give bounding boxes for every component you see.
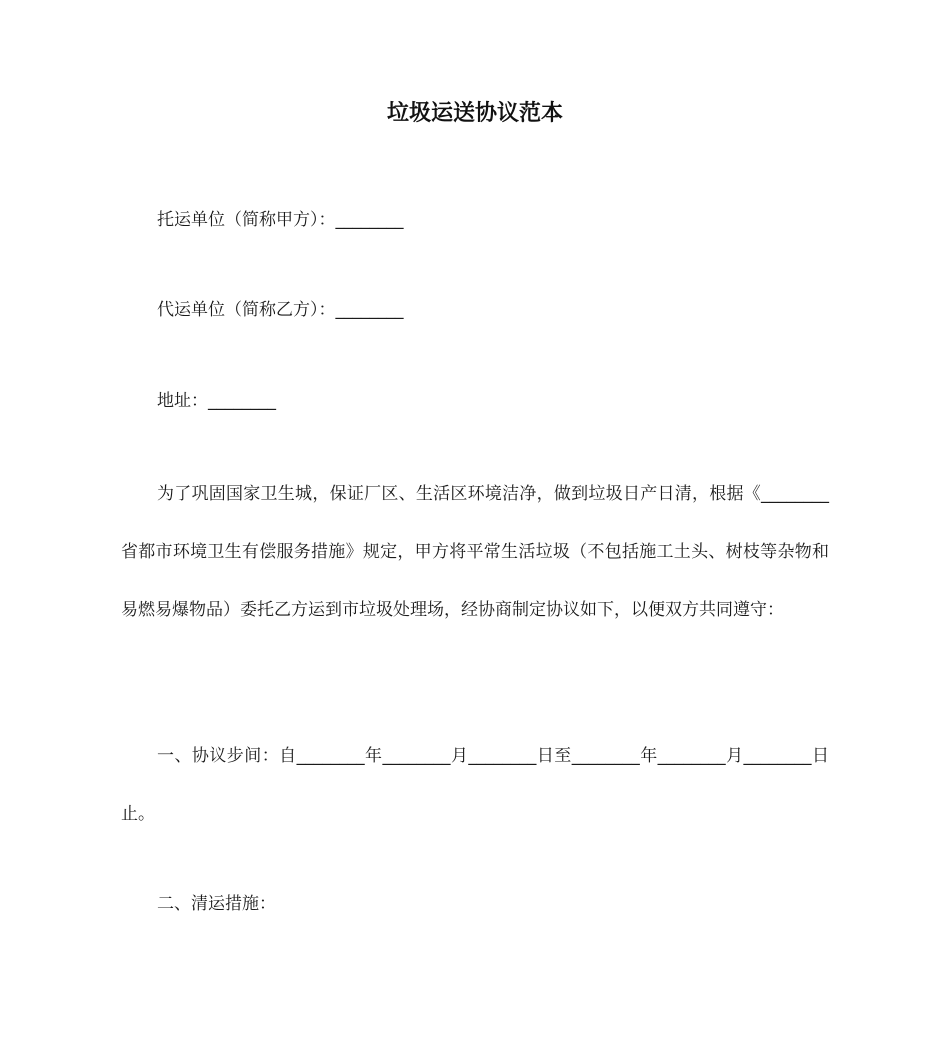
carrier-line: 代运单位（简称乙方）：________ <box>157 300 404 320</box>
shipper-line: 托运单位（简称甲方）：________ <box>157 210 404 230</box>
intro-paragraph: 为了巩固国家卫生城，保证厂区、生活区环境洁净，做到垃圾日产日清，根据《________省都市环境卫生有偿服务措施》规定，甲方将平常生活垃圾（不包括施工土头、树枝等杂物和易燃易爆物品）委托乙方运到市垃圾处理场，经协商制定协议如下，以便双方共同遵守： <box>121 484 829 620</box>
document-title: 垃圾运送协议范本 <box>386 101 563 126</box>
address-line: 地址：________ <box>157 391 276 411</box>
clearing-heading: 二、清运措施： <box>157 894 276 914</box>
term-paragraph: 一、协议步间：自________年________月________日至________年________月________日止。 <box>121 746 829 824</box>
